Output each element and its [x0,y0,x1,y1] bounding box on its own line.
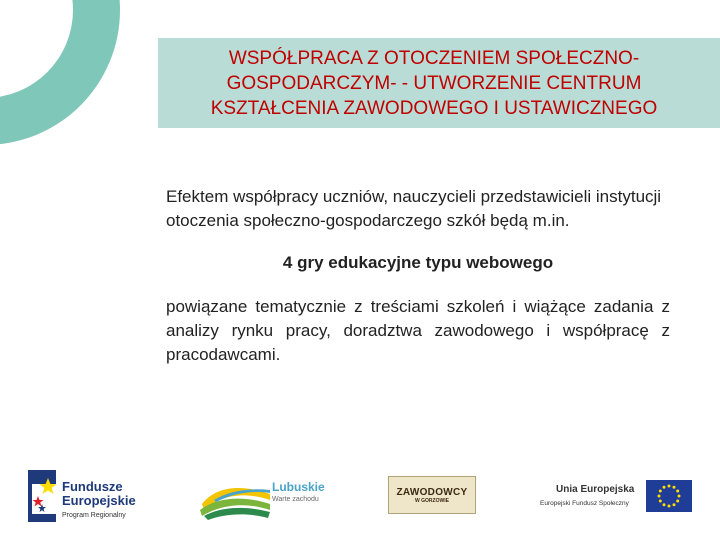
eu-flag-icon [646,480,692,512]
slide-title [160,38,708,128]
intro-paragraph: Efektem współpracy uczniów, nauczycieli przedstawicieli instytucji otoczenia społeczno-gospodarczego szkół będą m.in. [166,187,662,230]
ue-label: Unia Europejska [556,484,635,495]
efs-label: Europejski Fundusz Społeczny [540,500,629,507]
body-text [166,185,670,367]
zawodowcy-logo [388,476,476,514]
program-regionalny-label: Program Regionalny [62,512,126,519]
lubuskie-label: Lubuskie [272,480,325,494]
fundusze-label: Fundusze [62,479,123,494]
highlight-text: 4 gry edukacyjne typu webowego [282,253,554,272]
title-line-2: GOSPODARCZYM- - UTWORZENIE CENTRUM [226,72,642,94]
title-line-3: KSZTAŁCENIA ZAWODOWEGO I USTAWICZNEGO [210,97,658,119]
lubuskie-logo [200,474,330,520]
eu-funds-star-icon [28,470,60,522]
europejskie-label: Europejskie [62,493,136,508]
unia-europejska-logo [540,476,690,518]
logo-bar [0,460,720,540]
title-line-1: WSPÓŁPRACA Z OTOCZENIEM SPOŁECZNO- [228,47,640,69]
description-paragraph: powiązane tematycznie z treściami szkoleń i wiążące zadania z analizy rynku pracy, doradztwa zawodowego i współpracę z pracodawcami. [166,297,670,364]
fundusze-europejskie-logo [28,470,152,522]
zawodowcy-sublabel: W GORZOWIE [415,497,449,504]
zawodowcy-label: ZAWODOWCY [396,486,468,498]
lubuskie-tagline: Warte zachodu [272,496,319,503]
lubuskie-waves-icon [200,474,272,520]
